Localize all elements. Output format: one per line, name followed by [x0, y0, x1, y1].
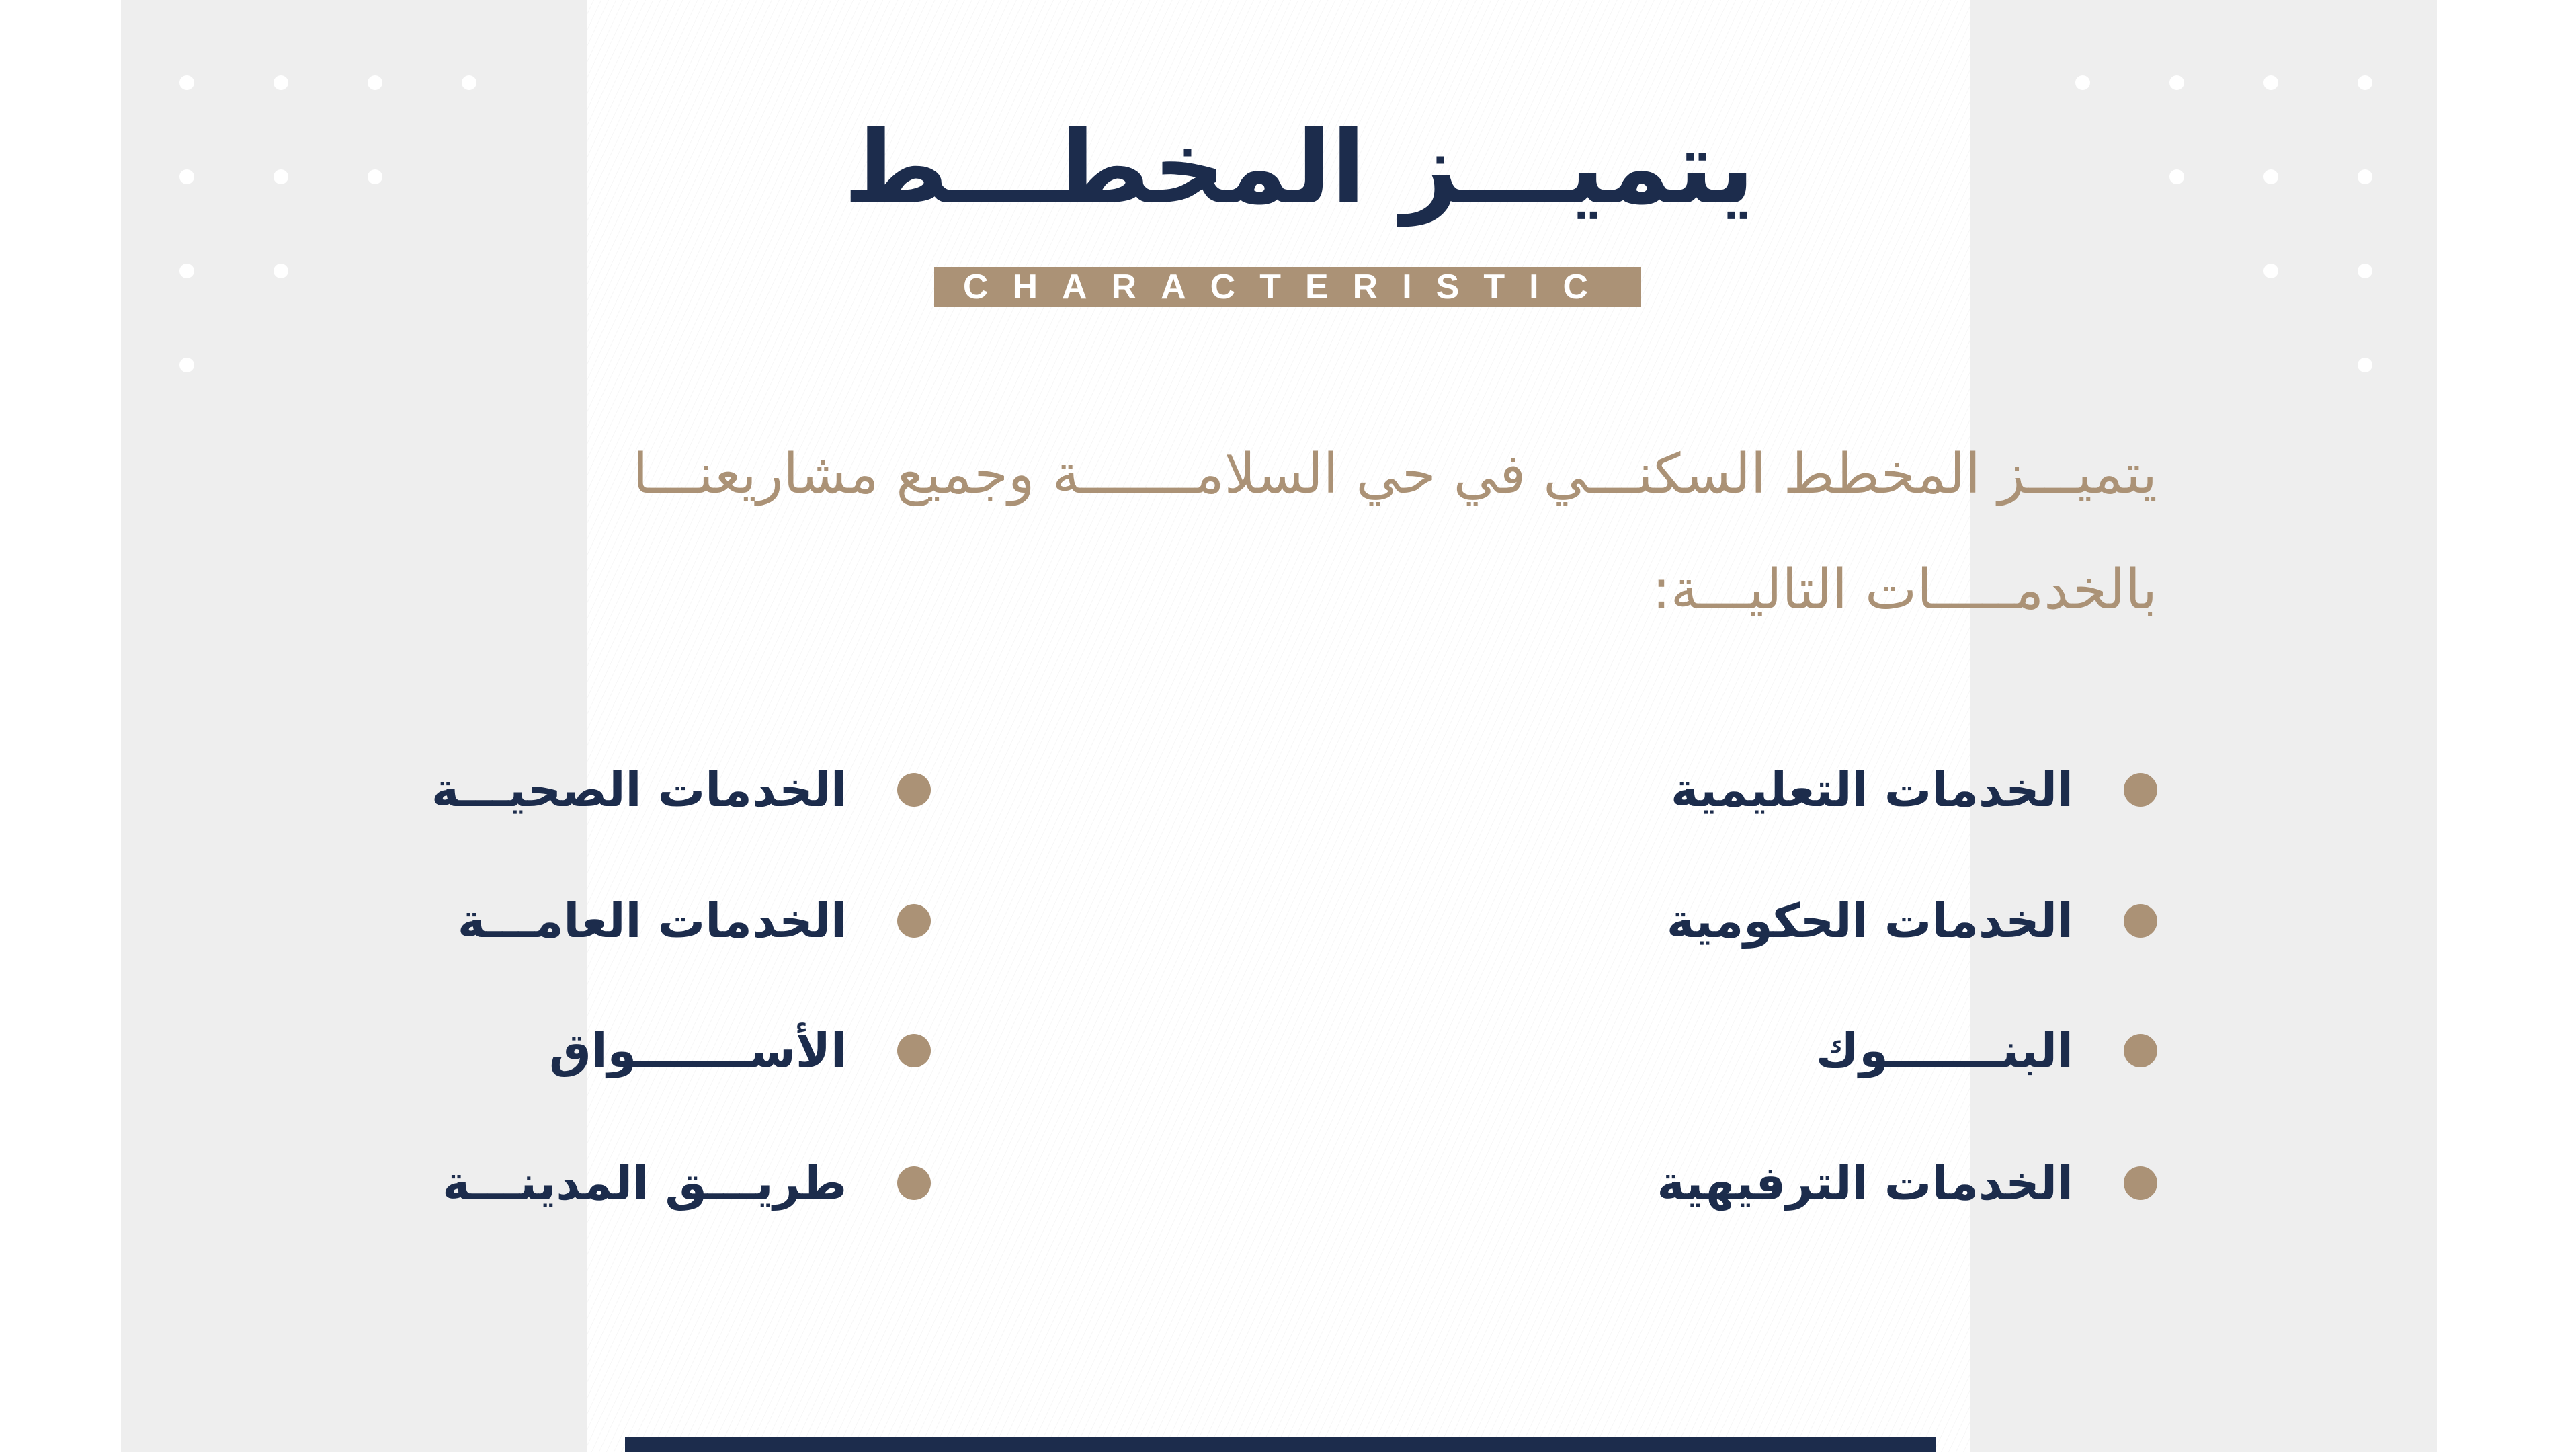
left-margin — [0, 0, 121, 1452]
service-item — [403, 756, 931, 823]
bullet-dot-icon — [2124, 1166, 2157, 1200]
intro-paragraph: يتميـــز المخطط السكنـــي في حي السلامـــــــة وجميع مشاريعنـــا بالخدمـــــات التاليـــة: — [632, 442, 2157, 622]
characteristic-badge: CHARACTERISTIC — [934, 267, 1641, 307]
service-label: الخدمات الترفيهية — [1657, 1156, 2073, 1211]
bullet-dot-icon — [2124, 1034, 2157, 1067]
service-label: طريـــق المدينـــة — [442, 1156, 847, 1211]
service-label: الخدمات الصحيـــة — [431, 762, 847, 817]
service-item — [1479, 887, 2157, 955]
bullet-dot-icon — [2124, 904, 2157, 938]
service-item — [403, 887, 931, 955]
service-item — [403, 1017, 931, 1084]
service-label: الخدمات العامـــة — [457, 893, 847, 949]
service-label: الخدمات الحكومية — [1666, 893, 2073, 949]
service-item — [403, 1150, 931, 1217]
bullet-dot-icon — [897, 1166, 931, 1200]
service-item — [1479, 1150, 2157, 1217]
service-label: الخدمات التعليمية — [1671, 762, 2073, 817]
bullet-dot-icon — [897, 1034, 931, 1067]
service-label: الأســـــــواق — [549, 1023, 847, 1078]
left-side-panel — [121, 0, 587, 1452]
bullet-dot-icon — [2124, 773, 2157, 807]
service-label: البنـــــــوك — [1816, 1023, 2073, 1078]
service-item — [1479, 1017, 2157, 1084]
bullet-dot-icon — [897, 773, 931, 807]
footer-bar — [625, 1437, 1936, 1452]
right-margin — [2437, 0, 2576, 1452]
bullet-dot-icon — [897, 904, 931, 938]
right-side-panel — [1970, 0, 2437, 1452]
service-item — [1479, 756, 2157, 823]
page-title: يتميـــز المخطـــط — [843, 110, 1755, 227]
